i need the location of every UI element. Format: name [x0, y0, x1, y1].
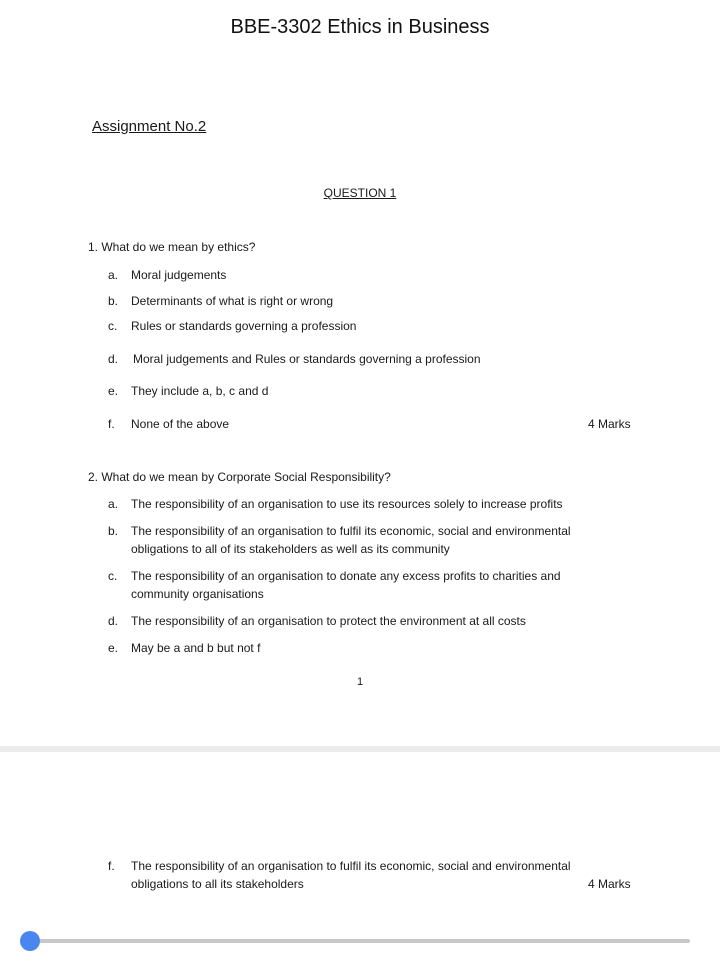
- viewer-bottom-bar: [0, 902, 720, 960]
- q2-option-e-letter: e.: [108, 641, 119, 655]
- q2-option-b-line1: The responsibility of an organisation to fulfil its economic, social and environmental: [131, 524, 571, 538]
- q1-option-b-text: Determinants of what is right or wrong: [131, 294, 334, 308]
- q2-option-a-text: The responsibility of an organisation to use its resources solely to increase profits: [131, 497, 563, 511]
- q1-marks: 4 Marks: [588, 417, 631, 431]
- scrollbar-track[interactable]: [30, 939, 690, 943]
- q1-option-a-text: Moral judgements: [131, 268, 227, 282]
- q1-option-c-text: Rules or standards governing a profession: [131, 319, 357, 333]
- question-heading: QUESTION 1: [323, 186, 397, 200]
- question-2-text: 2. What do we mean by Corporate Social Responsibility?: [88, 470, 391, 484]
- q2-option-f-letter: f.: [108, 859, 115, 873]
- q2-option-c-line1: The responsibility of an organisation to donate any excess profits to charities and: [131, 569, 561, 583]
- question-1-text: 1. What do we mean by ethics?: [88, 240, 256, 254]
- q1-option-d-letter: d.: [108, 352, 119, 366]
- q1-option-d-text: Moral judgements and Rules or standards governing a profession: [133, 352, 481, 366]
- q2-option-c-line2: community organisations: [131, 587, 264, 601]
- scrollbar-handle[interactable]: [20, 931, 40, 951]
- assignment-heading: Assignment No.2: [92, 118, 207, 135]
- q1-option-f-text: None of the above: [131, 417, 230, 431]
- q1-option-b-letter: b.: [108, 294, 119, 308]
- q2-option-b-letter: b.: [108, 524, 119, 538]
- document-page-2: [0, 752, 720, 902]
- q2-option-d-letter: d.: [108, 614, 119, 628]
- q2-option-e-text: May be a and b but not f: [131, 641, 261, 655]
- q2-option-f-line2: obligations to all its stakeholders: [131, 877, 304, 891]
- q1-option-c-letter: c.: [108, 319, 118, 333]
- q2-option-d-text: The responsibility of an organisation to protect the environment at all costs: [131, 614, 526, 628]
- q1-option-e-text: They include a, b, c and d: [131, 384, 269, 398]
- q1-option-a-letter: a.: [108, 268, 119, 282]
- q2-option-f-line1: The responsibility of an organisation to fulfil its economic, social and environmental: [131, 859, 571, 873]
- q2-marks: 4 Marks: [588, 877, 631, 891]
- q2-option-c-letter: c.: [108, 569, 118, 583]
- page-number: 1: [356, 676, 364, 688]
- q2-option-a-letter: a.: [108, 497, 119, 511]
- q1-option-f-letter: f.: [108, 417, 115, 431]
- document-title: BBE-3302 Ethics in Business: [230, 16, 490, 38]
- q1-option-e-letter: e.: [108, 384, 119, 398]
- q2-option-b-line2: obligations to all of its stakeholders as well as its community: [131, 542, 450, 556]
